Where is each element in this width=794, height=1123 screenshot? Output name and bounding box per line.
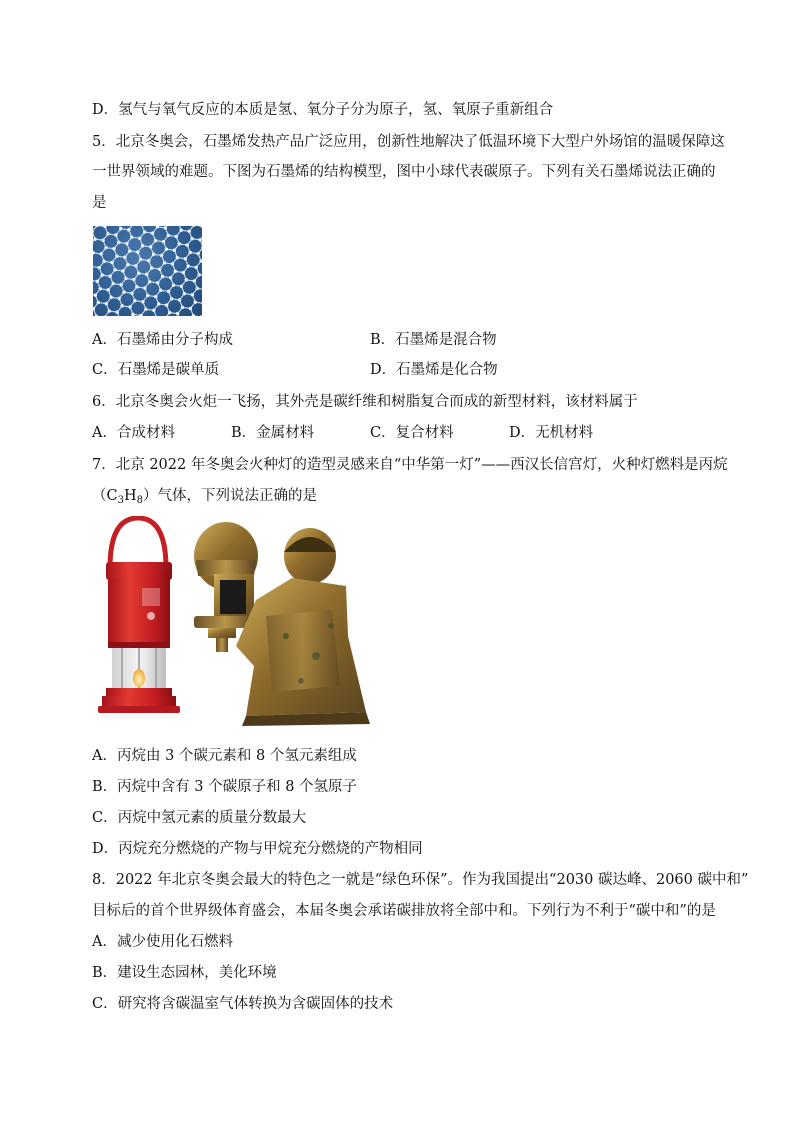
q6-option-b: B．金属材料 [231,425,315,441]
torch-lantern [98,518,180,713]
graphene-structure-image [93,226,202,316]
q8-option-a: A．减少使用化石燃料 [92,934,233,950]
q5-option-c: C．石墨烯是碳单质 [92,362,220,378]
q6-option-c: C．复合材料 [370,425,454,441]
q8-option-b: B．建设生态园林，美化环境 [92,965,277,981]
q5-option-d: D．石墨烯是化合物 [370,362,498,378]
q5-option-a: A．石墨烯由分子构成 [92,332,233,348]
q6-option-a: A．合成材料 [92,425,175,441]
q7-option-c: C．丙烷中氢元素的质量分数最大 [92,810,307,826]
q5-option-b: B．石墨烯是混合物 [370,332,497,348]
q7-option-a: A．丙烷由 3 个碳元素和 8 个氢元素组成 [92,748,357,764]
q5-stem-line-3: 是 [92,195,107,211]
q7-stem-line-1: 7．北京 2022 年冬奥会火种灯的造型灵感来自“中华第一灯”——西汉长信宫灯，火种灯燃料是丙烷 [92,457,728,473]
q8-stem-line-2: 目标后的首个世界级体育盛会，本届冬奥会承诺碳排放将全部中和。下列行为不利于“碳中和”的是 [92,903,716,919]
q7-option-b: B．丙烷中含有 3 个碳原子和 8 个氢原子 [92,779,358,795]
q7-option-d: D．丙烷充分燃烧的产物与甲烷充分燃烧的产物相同 [92,841,423,857]
q8-option-c: C．研究将含碳温室气体转换为含碳固体的技术 [92,996,394,1012]
q6-option-d: D．无机材料 [509,425,594,441]
q5-stem-line-2: 一世界领域的难题。下图为石墨烯的结构模型，图中小球代表碳原子。下列有关石墨烯说法正确的 [92,164,716,180]
changxin-palace-lamp [194,522,370,726]
torch-and-lamp-photo [96,516,380,732]
q5-stem-line-1: 5．北京冬奥会，石墨烯发热产品广泛应用，创新性地解决了低温环境下大型户外场馆的温暖保障这 [92,134,725,150]
q4-option-d: D．氢气与氧气反应的本质是氢、氧分子分为原子，氢、氧原子重新组合 [92,102,554,118]
q7-stem-line-2: $(C_3H_8)$气体，下列说法正确的是 [92,488,318,506]
q6-stem: 6．北京冬奥会火炬一飞扬，其外壳是碳纤维和树脂复合而成的新型材料，该材料属于 [92,394,638,410]
q8-stem-line-1: 8．2022 年北京冬奥会最大的特色之一就是“绿色环保”。作为我国提出“2030 碳达峰、2060 碳中和” [92,872,749,888]
